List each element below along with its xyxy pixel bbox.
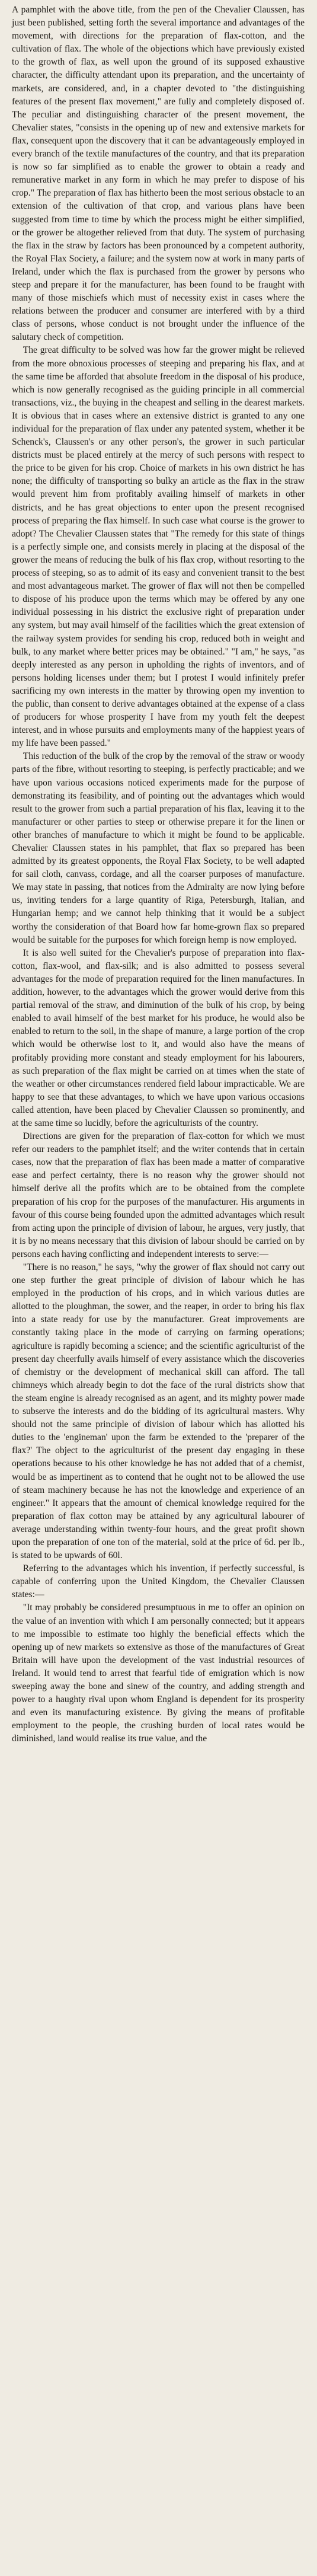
article-paragraph-4: It is also well suited for the Chevalier's purpose of preparation into flax-cotton, flax-wool, and flax-silk; and is also admitted to possess several advantages for the mode of preparation required for the linen manufactures. In addition, however, to the advantages which the grower would derive from this partial removal of the straw, and diminution of the bulk of his crop, by being enabled to avail himself of the best market for his produce, he would also be enabled to return to the soil, in the shape of manure, a large portion of the crop which would be otherwise lost to it, and would also have the means of profitably providing more constant and steady employment for his labourers, as such preparation of the flax might be carried on at times when the state of the weather or other circumstances rendered field labour impracticable. We are happy to see that these advantages, to which we have upon various occasions called attention, have been placed by Chevalier Claussen so prominently, and at the same time so lucidly, before the agriculturists of the country. (12, 947, 305, 1128)
article-paragraph-2: The great difficulty to be solved was how far the grower might be relieved from the more obnoxious processes of steeping and preparing his flax, and at the same time be afforded that absolute freedom in the disposal of his produce, which is now generally recognised as the guiding principle in all commercial transactions, viz., the buying in the cheapest and selling in the dearest markets. It is obvious that in cases where an extensive district is granted to any one individual for the preparation of flax under any patented system, whether it be Schenck's, Claussen's or any other person's, the grower in such particular districts must be placed entirely at the mercy of such persons with respect to the price to be given for his crop. Choice of markets in his own district he has none; the difficulty of transporting so bulky an article as the flax in the straw would prevent him from profitably availing himself of markets in other districts, and he has great objections to enter upon the present recognised process of preparing the flax himself. In such case what course is the grower to adopt? The Chevalier Claussen states that "The remedy for this state of things is a perfectly simple one, and consists merely in placing at the disposal of the grower the means of reducing the bulk of his flax crop, without resorting to the process of steeping, so as to admit of its easy and convenient transit to the best and most advantageous market. The grower of flax will not then be compelled to dispose of his produce upon the terms which may be offered by any one individual possessing in his district the exclusive right of preparation under any system, but may avail himself of the facilities which the great extension of the railway system provides for sending his crop, reduced both in weight and bulk, to any market where better prices may be obtained." "I am," he says, "as deeply interested as any person in upholding the rights of inventors, and of persons holding licenses under them; but I protest I would infinitely prefer sacrificing my own interests in the matter by throwing open my invention to the public, than consent to derive advantages obtained at the expense of a class of producers for whose prosperity I have from my youth felt the deepest interest, and in whose pursuits and employments many of the happiest years of my life have been passed." (12, 345, 305, 749)
article-paragraph-7: Referring to the advantages which his invention, if perfectly successful, is capable of conferring upon the United Kingdom, the Chevalier Claussen states:— (12, 1563, 305, 1600)
article-paragraph-1: A pamphlet with the above title, from the pen of the Chevalier Claussen, has just been published, setting forth the several importance and advantages of the movement, with directions for the preparation of flax-cotton, and the cultivation of flax. The whole of the objections which have previously existed to the growth of flax, as well upon the ground of its supposed exhaustive character, the difficulty attendant upon its preparation, and the uncertainty of markets, are considered, and, in a chapter devoted to "the distinguishing features of the present flax movement," are fully and completely disposed of. The peculiar and distinguishing character of the present movement, the Chevalier states, "consists in the opening up of new and extensive markets for flax, consequent upon the discovery that it can be advantageously employed in every branch of the textile manufactures of the country, and that its preparation is now so far simplified as to enable the grower to obtain a ready and remunerative market in any form in which he may prefer to dispose of his crop." The preparation of flax has hitherto been the most serious obstacle to an extension of the cultivation of that crop, and various plans have been suggested from time to time by which the process might be either simplified, or the grower be altogether relieved from that duty. The system of purchasing the flax in the straw by factors has been pronounced by a competent authority, the Royal Flax Society, a failure; and the system now at work in many parts of Ireland, under which the flax is purchased from the grower by persons who steep and prepare it for the manufacturer, has been found to be fraught with many of those mischiefs which must of necessity exist in cases where the relations between the producer and consumer are interfered with by a third class of persons, whose conduct is not brought under the influence of the salutary check of competition. (12, 5, 305, 343)
article-paragraph-6: "There is no reason," he says, "why the grower of flax should not carry out one step further the great principle of division of labour which he has employed in the production of his crops, and in which various duties are allotted to the ploughman, the sower, and the reaper, in order to bring his flax into a state ready for use by the manufacturer. Great improvements are constantly taking place in the mode of carrying on farming operations; agriculture is rapidly becoming a science; and the scientific agriculturist of the present day cheerfully avails himself of every assistance which the discoveries of chemistry or the development of mechanical skill can afford. The tall chimneys which already begin to dot the face of the rural districts show that the steam engine is already recognised as an agent, and its mighty power made to subserve the interests and do the bidding of its agricultural masters. Why should not the same principle of division of labour which has allotted his duties to the 'engineman' upon the farm be extended to the 'preparer of the flax?' The object to the agriculturist of the present day engaging in these operations because to his other knowledge he has not added that of a chemist, would be as impertinent as to contend that he ought not to be allowed the use of steam machinery because he has not the knowledge and experience of an engineer." It appears that the amount of chemical knowledge required for the preparation of flax cotton may be attained by any agricultural labourer of average understanding within twenty-four hours, and the great profit shown upon the preparation of one ton of the material, sold at the price of 6d. per lb., is stated to be upwards of 60l. (12, 1262, 305, 1561)
article-paragraph-8: "It may probably be considered presumptuous in me to offer an opinion on the value of an invention with which I am personally connected; but it appears to me impossible to estimate too highly the beneficial effects which the opening up of new markets so extensive as those of the manufactures of Great Britain will have upon the development of the vast industrial resources of Ireland. It would tend to arrest that fearful tide of emigration which is now sweeping away the bone and sinew of the country, and adding strength and power to a haughty rival upon whom England is dependent for its prosperity and even its manufacturing existence. By giving the means of profitable employment to the people, the crushing burden of local rates would be diminished, land would realise its true value, and the (12, 1603, 305, 1744)
article-paragraph-5: Directions are given for the preparation of flax-cotton for which we must refer our readers to the pamphlet itself; and the writer contends that in certain cases, now that the preparation of flax has been made a matter of comparative ease and perfect certainty, there is no reason why the grower should not himself derive all the profits which are to be obtained from the complete preparation of his crop for the purposes of the manufacturer. His arguments in favour of this course being founded upon the admitted advantages which result from acting upon the principle of division of labour, he argues, very justly, that it is by no means necessary that this division of labour should be carried on by persons each having conflicting and independent interests to serve:— (12, 1131, 305, 1259)
article-paragraph-3: This reduction of the bulk of the crop by the removal of the straw or woody parts of the fibre, without resorting to steeping, is perfectly practicable; and we have upon various occasions noticed experiments made for the purpose of demonstrating its feasibility, and of pointing out the advantages which would result to the grower from such a partial preparation of his flax, leaving it to the manufacturer or other parties to steep or otherwise prepare it for the linen or other branches of manufacture to which it might be found to be applicable. Chevalier Claussen states in his pamphlet, that flax so prepared has been admitted by its greatest opponents, the Royal Flax Society, to be well adapted for sail cloth, canvass, cordage, and all the coarser purposes of manufacture. We may state in passing, that notices from the Admiralty are now lying before us, inviting tenders for a large quantity of Riga, Petersburgh, Italian, and Hungarian hemp; and we cannot help thinking that it would be a subject worthy the consideration of that Board how far home-grown flax so prepared would be suitable for the purposes for which foreign hemp is now employed. (12, 751, 305, 945)
